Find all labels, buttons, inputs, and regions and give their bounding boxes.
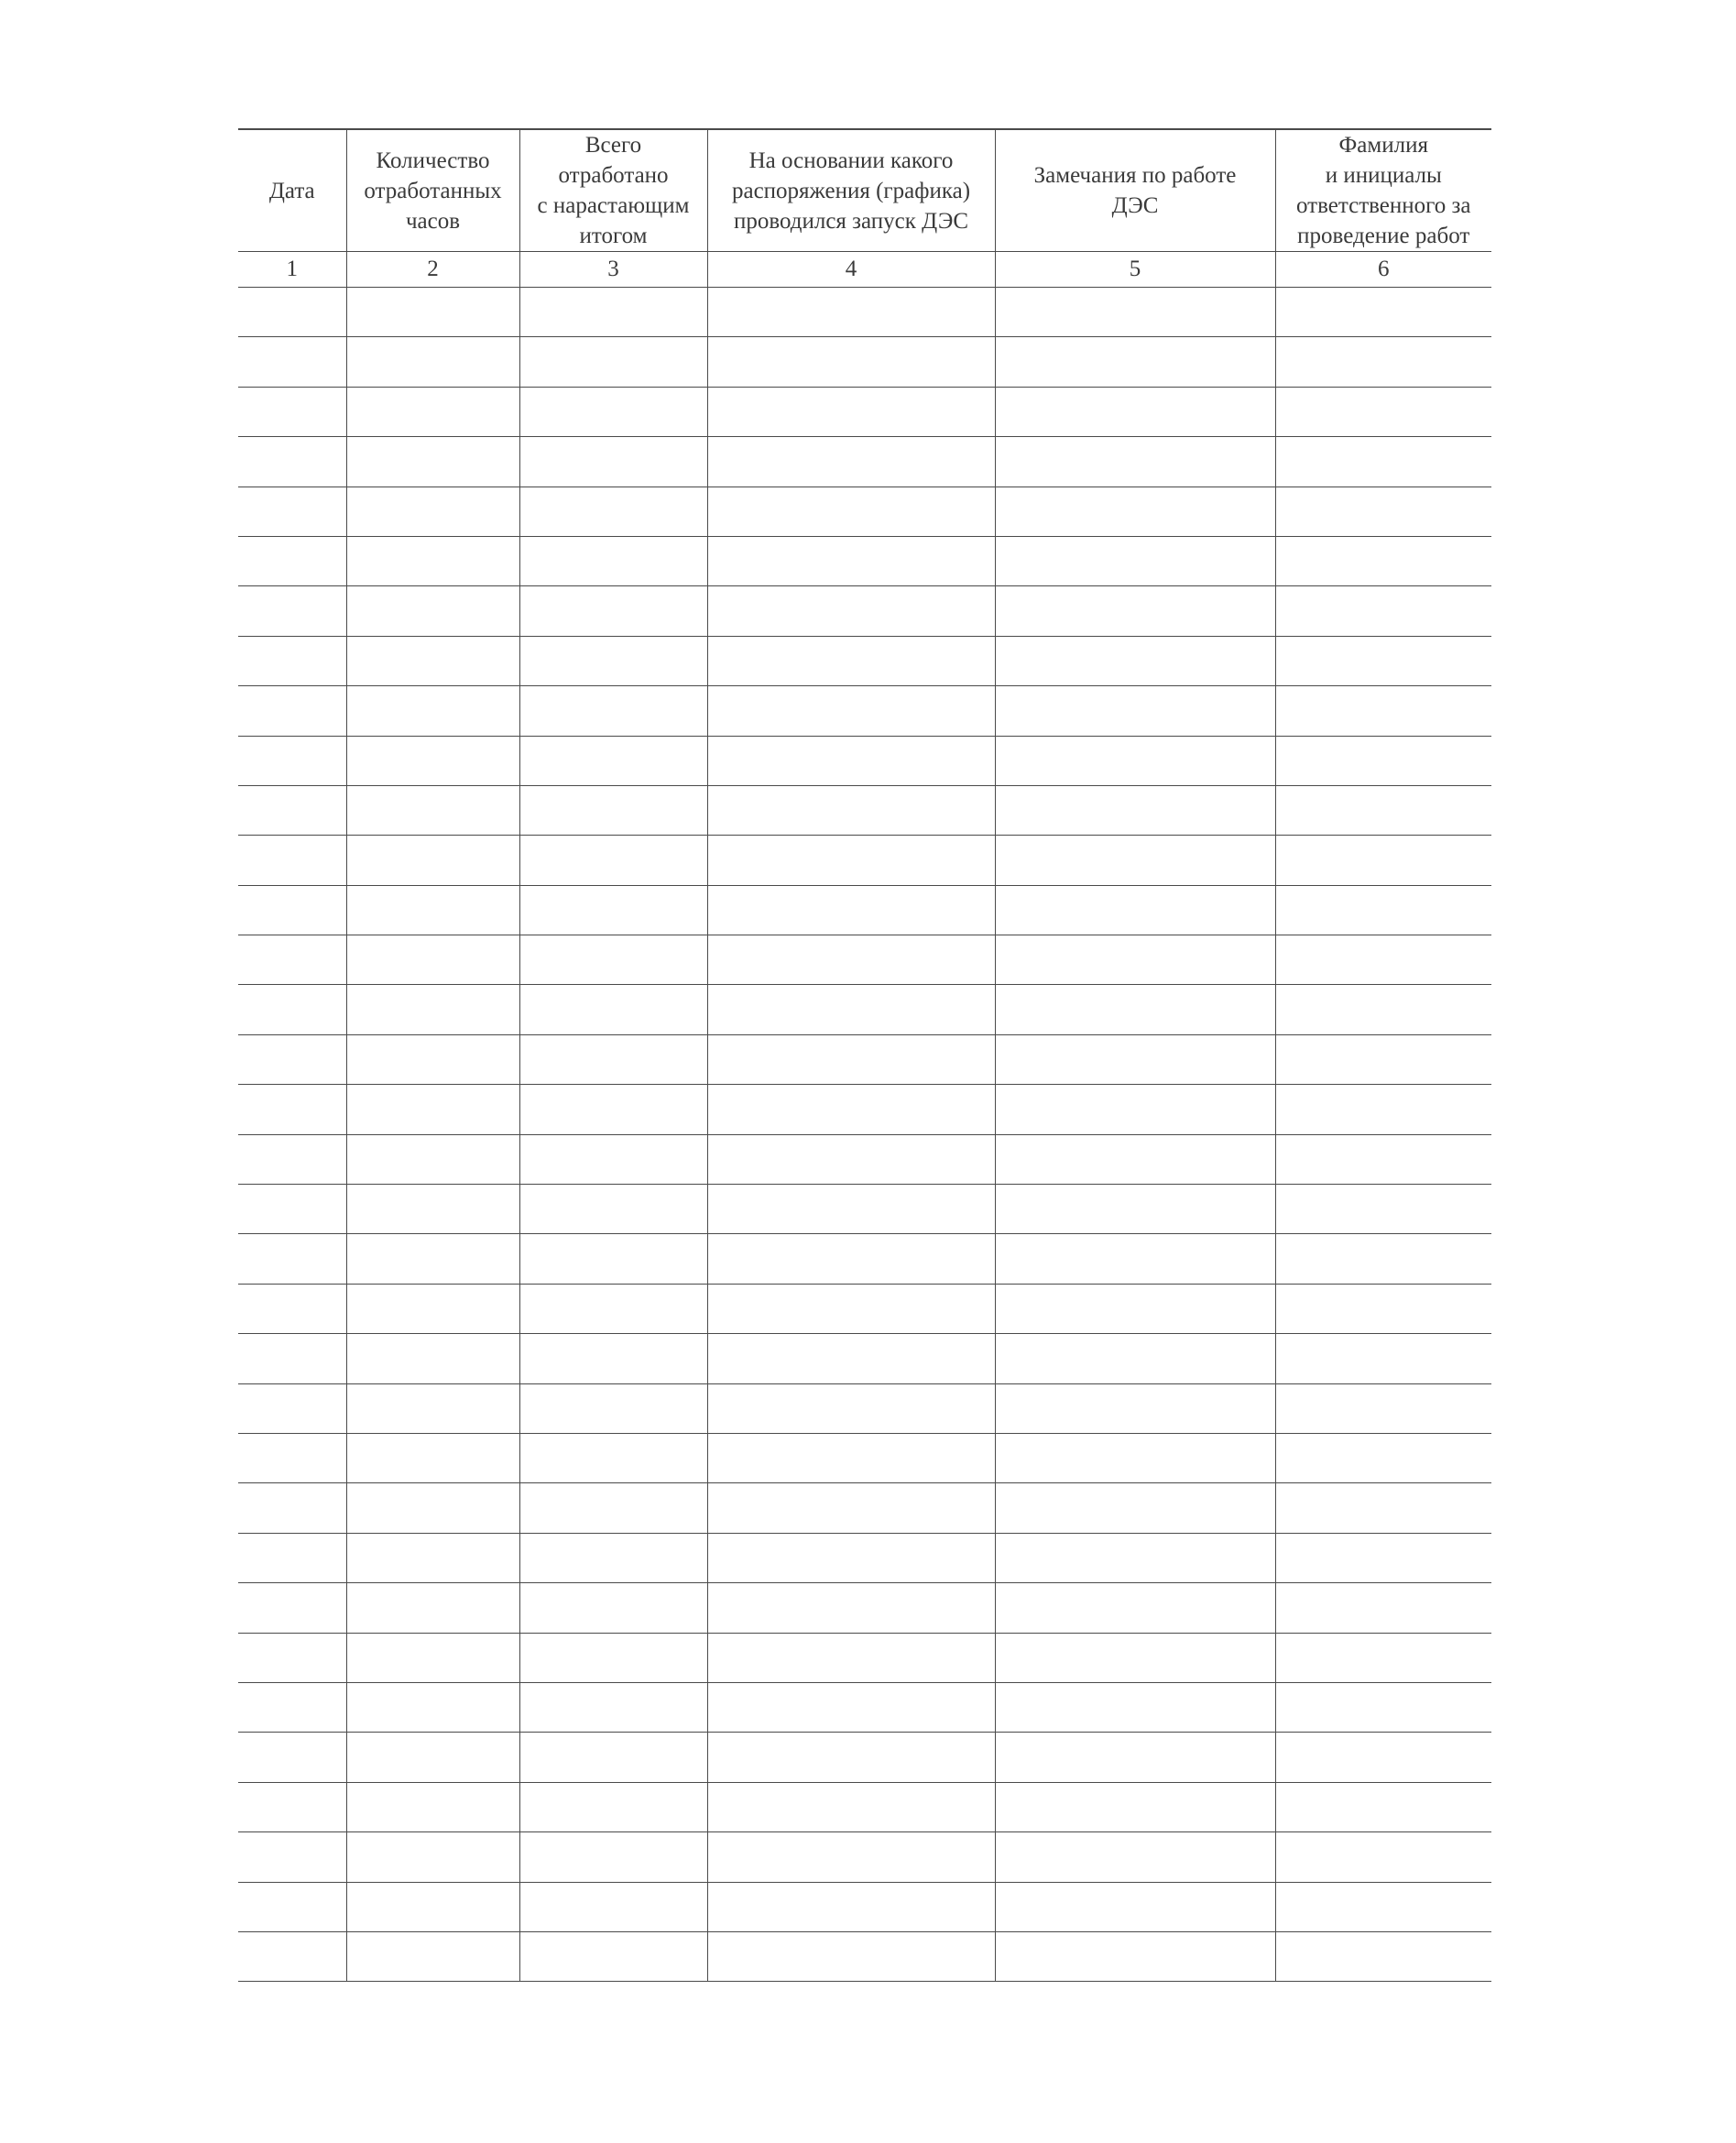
cell-hours-worked[interactable] — [346, 836, 519, 885]
table-row — [238, 1334, 1491, 1383]
cell-remarks[interactable] — [995, 686, 1275, 736]
cell-launch-order[interactable] — [707, 586, 995, 636]
cell-responsible-person[interactable] — [1275, 1185, 1491, 1234]
cell-date[interactable] — [238, 1284, 346, 1333]
cell-hours-worked[interactable] — [346, 885, 519, 935]
cell-remarks[interactable] — [995, 337, 1275, 387]
cell-date[interactable] — [238, 1383, 346, 1433]
cell-cumulative-total[interactable] — [519, 686, 707, 736]
cell-remarks[interactable] — [995, 1134, 1275, 1184]
cell-date[interactable] — [238, 985, 346, 1034]
cell-remarks[interactable] — [995, 1733, 1275, 1782]
cell-remarks[interactable] — [995, 1782, 1275, 1831]
cell-date[interactable] — [238, 288, 346, 337]
cell-cumulative-total[interactable] — [519, 736, 707, 785]
cell-cumulative-total[interactable] — [519, 1334, 707, 1383]
cell-date[interactable] — [238, 1633, 346, 1682]
table-row — [238, 1882, 1491, 1931]
cell-date[interactable] — [238, 1134, 346, 1184]
cell-remarks[interactable] — [995, 985, 1275, 1034]
cell-responsible-person[interactable] — [1275, 636, 1491, 685]
cell-cumulative-total[interactable] — [519, 487, 707, 536]
cell-hours-worked[interactable] — [346, 1234, 519, 1284]
cell-remarks[interactable] — [995, 1682, 1275, 1732]
cell-cumulative-total[interactable] — [519, 586, 707, 636]
cell-remarks[interactable] — [995, 1832, 1275, 1882]
column-number: 1 — [238, 252, 346, 288]
cell-remarks[interactable] — [995, 885, 1275, 935]
table-row — [238, 885, 1491, 935]
cell-launch-order[interactable] — [707, 935, 995, 985]
cell-hours-worked[interactable] — [346, 935, 519, 985]
cell-cumulative-total[interactable] — [519, 1583, 707, 1633]
table-row — [238, 1284, 1491, 1333]
cell-date[interactable] — [238, 785, 346, 835]
cell-date[interactable] — [238, 1433, 346, 1482]
cell-launch-order[interactable] — [707, 785, 995, 835]
cell-remarks[interactable] — [995, 736, 1275, 785]
cell-cumulative-total[interactable] — [519, 1134, 707, 1184]
cell-date[interactable] — [238, 935, 346, 985]
cell-remarks[interactable] — [995, 1284, 1275, 1333]
cell-hours-worked[interactable] — [346, 1284, 519, 1333]
cell-launch-order[interactable] — [707, 387, 995, 436]
cell-launch-order[interactable] — [707, 836, 995, 885]
cell-hours-worked[interactable] — [346, 985, 519, 1034]
table-row — [238, 536, 1491, 585]
table-row — [238, 1682, 1491, 1732]
cell-cumulative-total[interactable] — [519, 935, 707, 985]
cell-launch-order[interactable] — [707, 1583, 995, 1633]
cell-date[interactable] — [238, 686, 346, 736]
header-hours-worked: Количество отработанных часов — [346, 129, 519, 252]
cell-launch-order[interactable] — [707, 1832, 995, 1882]
column-number-row — [238, 252, 1491, 288]
cell-hours-worked[interactable] — [346, 1882, 519, 1931]
table-row — [238, 1583, 1491, 1633]
cell-cumulative-total[interactable] — [519, 1832, 707, 1882]
cell-launch-order[interactable] — [707, 1682, 995, 1732]
cell-remarks[interactable] — [995, 536, 1275, 585]
cell-cumulative-total[interactable] — [519, 785, 707, 835]
cell-hours-worked[interactable] — [346, 686, 519, 736]
table-row — [238, 1034, 1491, 1084]
cell-launch-order[interactable] — [707, 1034, 995, 1084]
cell-date[interactable] — [238, 636, 346, 685]
cell-remarks[interactable] — [995, 586, 1275, 636]
cell-responsible-person[interactable] — [1275, 985, 1491, 1034]
cell-responsible-person[interactable] — [1275, 1085, 1491, 1134]
cell-launch-order[interactable] — [707, 1533, 995, 1582]
cell-cumulative-total[interactable] — [519, 636, 707, 685]
cell-remarks[interactable] — [995, 1533, 1275, 1582]
cell-remarks[interactable] — [995, 437, 1275, 487]
cell-date[interactable] — [238, 736, 346, 785]
cell-remarks[interactable] — [995, 487, 1275, 536]
cell-date[interactable] — [238, 1931, 346, 1981]
cell-date[interactable] — [238, 536, 346, 585]
cell-hours-worked[interactable] — [346, 1533, 519, 1582]
cell-responsible-person[interactable] — [1275, 1931, 1491, 1981]
cell-remarks[interactable] — [995, 935, 1275, 985]
table-row — [238, 1483, 1491, 1533]
table-row — [238, 437, 1491, 487]
cell-responsible-person[interactable] — [1275, 1284, 1491, 1333]
table-row — [238, 1185, 1491, 1234]
cell-hours-worked[interactable] — [346, 536, 519, 585]
cell-date[interactable] — [238, 885, 346, 935]
cell-cumulative-total[interactable] — [519, 1085, 707, 1134]
cell-date[interactable] — [238, 1733, 346, 1782]
table-row — [238, 836, 1491, 885]
cell-launch-order[interactable] — [707, 1134, 995, 1184]
cell-hours-worked[interactable] — [346, 1733, 519, 1782]
cell-remarks[interactable] — [995, 1483, 1275, 1533]
table-row — [238, 686, 1491, 736]
cell-responsible-person[interactable] — [1275, 586, 1491, 636]
cell-date[interactable] — [238, 1483, 346, 1533]
cell-cumulative-total[interactable] — [519, 1782, 707, 1831]
table-row — [238, 935, 1491, 985]
table-row — [238, 288, 1491, 337]
cell-hours-worked[interactable] — [346, 487, 519, 536]
cell-responsible-person[interactable] — [1275, 785, 1491, 835]
cell-date[interactable] — [238, 1034, 346, 1084]
table-row — [238, 337, 1491, 387]
cell-hours-worked[interactable] — [346, 1134, 519, 1184]
cell-cumulative-total[interactable] — [519, 1034, 707, 1084]
cell-cumulative-total[interactable] — [519, 1882, 707, 1931]
cell-hours-worked[interactable] — [346, 1034, 519, 1084]
table-row — [238, 1533, 1491, 1582]
cell-responsible-person[interactable] — [1275, 1782, 1491, 1831]
cell-remarks[interactable] — [995, 1185, 1275, 1234]
cell-launch-order[interactable] — [707, 1383, 995, 1433]
cell-date[interactable] — [238, 1185, 346, 1234]
cell-responsible-person[interactable] — [1275, 487, 1491, 536]
cell-date[interactable] — [238, 1583, 346, 1633]
cell-launch-order[interactable] — [707, 1782, 995, 1831]
column-number: 5 — [995, 252, 1275, 288]
cell-responsible-person[interactable] — [1275, 1383, 1491, 1433]
cell-date[interactable] — [238, 337, 346, 387]
cell-date[interactable] — [238, 1782, 346, 1831]
cell-cumulative-total[interactable] — [519, 1383, 707, 1433]
cell-hours-worked[interactable] — [346, 1483, 519, 1533]
cell-date[interactable] — [238, 1234, 346, 1284]
cell-responsible-person[interactable] — [1275, 387, 1491, 436]
cell-hours-worked[interactable] — [346, 1931, 519, 1981]
cell-remarks[interactable] — [995, 1383, 1275, 1433]
cell-hours-worked[interactable] — [346, 736, 519, 785]
cell-remarks[interactable] — [995, 387, 1275, 436]
cell-responsible-person[interactable] — [1275, 686, 1491, 736]
table-row — [238, 1931, 1491, 1981]
cell-remarks[interactable] — [995, 1334, 1275, 1383]
cell-remarks[interactable] — [995, 836, 1275, 885]
cell-date[interactable] — [238, 1882, 346, 1931]
cell-remarks[interactable] — [995, 636, 1275, 685]
cell-hours-worked[interactable] — [346, 387, 519, 436]
cell-hours-worked[interactable] — [346, 1782, 519, 1831]
cell-hours-worked[interactable] — [346, 337, 519, 387]
cell-date[interactable] — [238, 1832, 346, 1882]
table-row — [238, 636, 1491, 685]
cell-hours-worked[interactable] — [346, 1633, 519, 1682]
cell-cumulative-total[interactable] — [519, 437, 707, 487]
table-row — [238, 1234, 1491, 1284]
header-date: Дата — [238, 129, 346, 252]
cell-date[interactable] — [238, 586, 346, 636]
cell-hours-worked[interactable] — [346, 1433, 519, 1482]
cell-remarks[interactable] — [995, 785, 1275, 835]
table-row — [238, 387, 1491, 436]
cell-remarks[interactable] — [995, 288, 1275, 337]
cell-cumulative-total[interactable] — [519, 1633, 707, 1682]
cell-cumulative-total[interactable] — [519, 836, 707, 885]
cell-remarks[interactable] — [995, 1085, 1275, 1134]
table-row — [238, 785, 1491, 835]
cell-launch-order[interactable] — [707, 337, 995, 387]
header-responsible-person: Фамилия и инициалы ответственного за проведение работ — [1275, 129, 1491, 252]
table-row — [238, 1383, 1491, 1433]
cell-launch-order[interactable] — [707, 536, 995, 585]
cell-cumulative-total[interactable] — [519, 1284, 707, 1333]
cell-hours-worked[interactable] — [346, 1185, 519, 1234]
table-row — [238, 1733, 1491, 1782]
cell-hours-worked[interactable] — [346, 636, 519, 685]
cell-responsible-person[interactable] — [1275, 1433, 1491, 1482]
cell-responsible-person[interactable] — [1275, 736, 1491, 785]
cell-responsible-person[interactable] — [1275, 1583, 1491, 1633]
cell-date[interactable] — [238, 1533, 346, 1582]
cell-responsible-person[interactable] — [1275, 1682, 1491, 1732]
cell-launch-order[interactable] — [707, 487, 995, 536]
header-cumulative-total: Всего отработано с нарастающим итогом — [519, 129, 707, 252]
cell-launch-order[interactable] — [707, 1633, 995, 1682]
engine-run-log-table — [238, 128, 1491, 1982]
cell-cumulative-total[interactable] — [519, 885, 707, 935]
cell-cumulative-total[interactable] — [519, 337, 707, 387]
journal-sheet — [238, 128, 1491, 1982]
cell-launch-order[interactable] — [707, 985, 995, 1034]
cell-responsible-person[interactable] — [1275, 1234, 1491, 1284]
cell-launch-order[interactable] — [707, 1185, 995, 1234]
cell-cumulative-total[interactable] — [519, 1483, 707, 1533]
cell-responsible-person[interactable] — [1275, 1832, 1491, 1882]
cell-launch-order[interactable] — [707, 1483, 995, 1533]
cell-hours-worked[interactable] — [346, 1334, 519, 1383]
cell-cumulative-total[interactable] — [519, 387, 707, 436]
cell-hours-worked[interactable] — [346, 1832, 519, 1882]
cell-responsible-person[interactable] — [1275, 536, 1491, 585]
cell-responsible-person[interactable] — [1275, 1533, 1491, 1582]
cell-cumulative-total[interactable] — [519, 536, 707, 585]
cell-launch-order[interactable] — [707, 437, 995, 487]
column-number: 2 — [346, 252, 519, 288]
cell-cumulative-total[interactable] — [519, 1533, 707, 1582]
cell-date[interactable] — [238, 487, 346, 536]
cell-responsible-person[interactable] — [1275, 1034, 1491, 1084]
header-launch-order: На основании какого распоряжения (графика) проводился запуск ДЭС — [707, 129, 995, 252]
cell-cumulative-total[interactable] — [519, 1931, 707, 1981]
cell-launch-order[interactable] — [707, 686, 995, 736]
cell-responsible-person[interactable] — [1275, 836, 1491, 885]
table-row — [238, 985, 1491, 1034]
cell-launch-order[interactable] — [707, 885, 995, 935]
table-row — [238, 1433, 1491, 1482]
cell-cumulative-total[interactable] — [519, 1733, 707, 1782]
cell-date[interactable] — [238, 387, 346, 436]
cell-responsible-person[interactable] — [1275, 1633, 1491, 1682]
column-number: 3 — [519, 252, 707, 288]
cell-hours-worked[interactable] — [346, 586, 519, 636]
cell-remarks[interactable] — [995, 1433, 1275, 1482]
cell-responsible-person[interactable] — [1275, 437, 1491, 487]
cell-hours-worked[interactable] — [346, 288, 519, 337]
cell-cumulative-total[interactable] — [519, 1234, 707, 1284]
column-number: 4 — [707, 252, 995, 288]
table-row — [238, 1633, 1491, 1682]
cell-hours-worked[interactable] — [346, 1682, 519, 1732]
cell-remarks[interactable] — [995, 1882, 1275, 1931]
table-row — [238, 1085, 1491, 1134]
cell-cumulative-total[interactable] — [519, 1433, 707, 1482]
cell-cumulative-total[interactable] — [519, 1682, 707, 1732]
cell-hours-worked[interactable] — [346, 1085, 519, 1134]
cell-date[interactable] — [238, 1085, 346, 1134]
header-row — [238, 129, 1491, 252]
cell-date[interactable] — [238, 836, 346, 885]
cell-remarks[interactable] — [995, 1034, 1275, 1084]
header-remarks: Замечания по работе ДЭС — [995, 129, 1275, 252]
cell-responsible-person[interactable] — [1275, 1483, 1491, 1533]
cell-launch-order[interactable] — [707, 1334, 995, 1383]
cell-responsible-person[interactable] — [1275, 337, 1491, 387]
cell-launch-order[interactable] — [707, 636, 995, 685]
cell-responsible-person[interactable] — [1275, 1334, 1491, 1383]
cell-hours-worked[interactable] — [346, 437, 519, 487]
cell-responsible-person[interactable] — [1275, 935, 1491, 985]
table-row — [238, 1832, 1491, 1882]
cell-launch-order[interactable] — [707, 1882, 995, 1931]
cell-launch-order[interactable] — [707, 1085, 995, 1134]
table-row — [238, 586, 1491, 636]
cell-cumulative-total[interactable] — [519, 288, 707, 337]
cell-cumulative-total[interactable] — [519, 1185, 707, 1234]
cell-responsible-person[interactable] — [1275, 885, 1491, 935]
cell-responsible-person[interactable] — [1275, 1733, 1491, 1782]
cell-hours-worked[interactable] — [346, 785, 519, 835]
table-row — [238, 736, 1491, 785]
cell-hours-worked[interactable] — [346, 1383, 519, 1433]
cell-date[interactable] — [238, 1682, 346, 1732]
cell-launch-order[interactable] — [707, 1733, 995, 1782]
table-row — [238, 487, 1491, 536]
cell-launch-order[interactable] — [707, 1433, 995, 1482]
cell-responsible-person[interactable] — [1275, 1134, 1491, 1184]
table-row — [238, 1134, 1491, 1184]
column-number: 6 — [1275, 252, 1491, 288]
cell-launch-order[interactable] — [707, 288, 995, 337]
cell-launch-order[interactable] — [707, 1931, 995, 1981]
cell-launch-order[interactable] — [707, 1234, 995, 1284]
cell-remarks[interactable] — [995, 1583, 1275, 1633]
cell-cumulative-total[interactable] — [519, 985, 707, 1034]
table-row — [238, 1782, 1491, 1831]
cell-date[interactable] — [238, 437, 346, 487]
cell-launch-order[interactable] — [707, 736, 995, 785]
cell-hours-worked[interactable] — [346, 1583, 519, 1633]
cell-launch-order[interactable] — [707, 1284, 995, 1333]
table-body — [238, 288, 1491, 1982]
cell-date[interactable] — [238, 1334, 346, 1383]
cell-responsible-person[interactable] — [1275, 1882, 1491, 1931]
cell-responsible-person[interactable] — [1275, 288, 1491, 337]
cell-remarks[interactable] — [995, 1234, 1275, 1284]
cell-remarks[interactable] — [995, 1633, 1275, 1682]
cell-remarks[interactable] — [995, 1931, 1275, 1981]
